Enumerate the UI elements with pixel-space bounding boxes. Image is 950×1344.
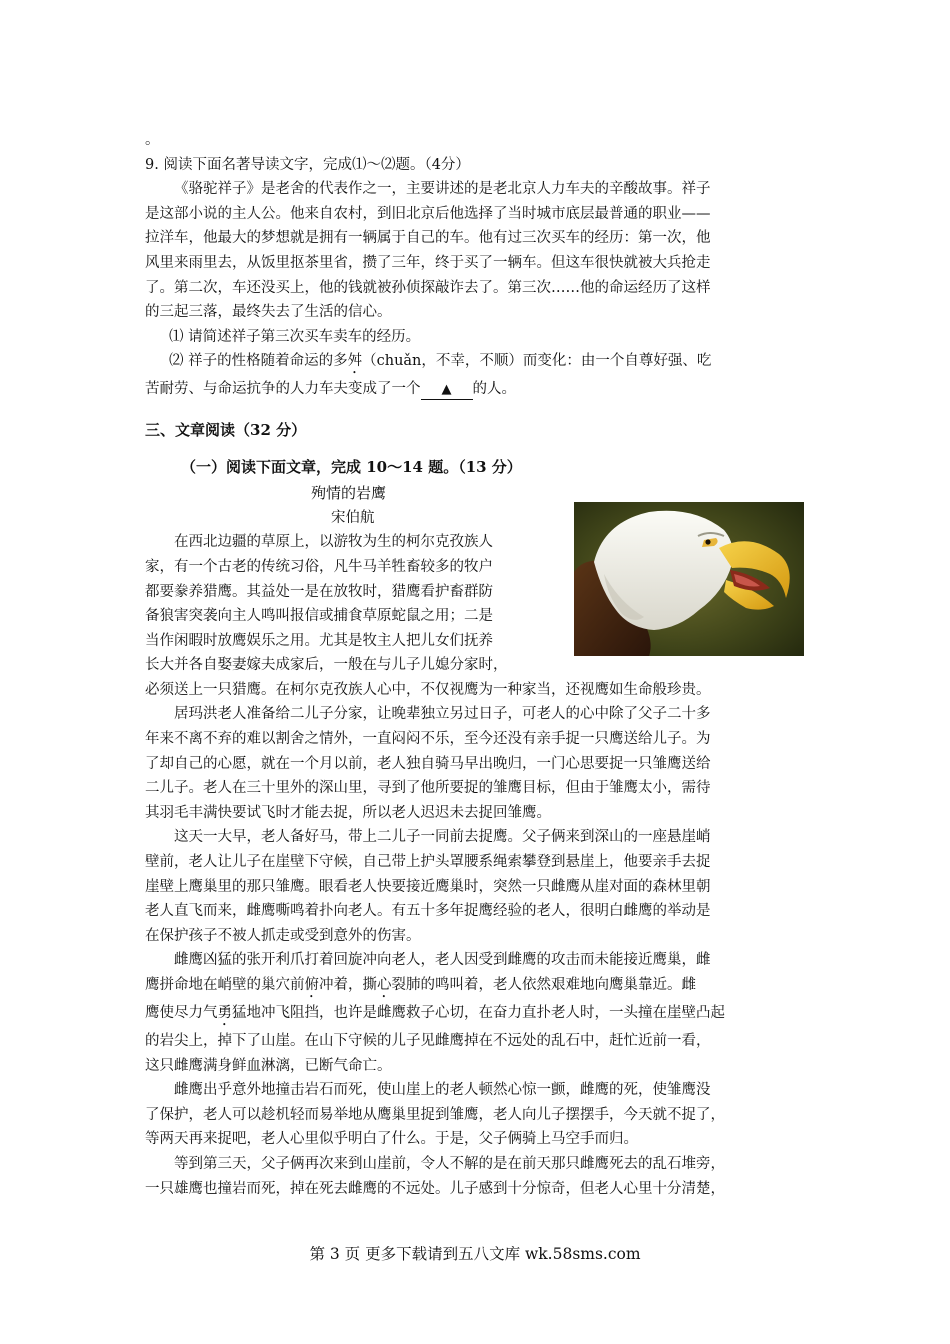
article-line: 备狼害突袭向主人鸣叫报信或捕食草原蛇鼠之用；二是 <box>145 608 493 625</box>
q9-passage-line: 的三起三落，最终失去了生活的信心。 <box>145 304 392 321</box>
q9-sub2-text: 苦耐劳、与命运抗争的人力车夫变成了一个 <box>145 381 421 398</box>
article-line: 在西北边疆的草原上，以游牧为生的柯尔克孜族人 <box>174 534 493 551</box>
article-line <box>145 1001 809 1029</box>
article-line: 了保护，老人可以趁机轻而易举地从鹰巢里捉到雏鹰，老人向儿子摆摆手，今天就不捉了， <box>145 1106 725 1123</box>
page-footer: 第 3 页 更多下载请到五八文库 wk.58sms.com <box>309 1245 641 1263</box>
article-line: 雌鹰出乎意外地撞击岩石而死，使山崖上的老人顿然心惊一颤，雌鹰的死，使雏鹰没 <box>174 1082 711 1099</box>
article-line: 壁前，老人让儿子在崖壁下守候，自己带上护头罩腰系绳索攀登到悬崖上，他要亲手去捉 <box>145 854 711 871</box>
section-3-header: 三、文章阅读（32 分） <box>145 420 307 439</box>
article-line: 这只雌鹰满身鲜血淋漓，已断气命亡。 <box>145 1057 392 1074</box>
article-text: 裂肺的鸣叫着，老人依然艰难地向鹰巢靠近。雌 <box>391 977 696 993</box>
article-line: 年来不离不弃的难以割舍之情外，一直闷闷不乐，至今还没有亲手捉一只鹰送给儿子。为 <box>145 731 711 748</box>
part-1-header: （一）阅读下面文章，完成 10～14 题。（13 分） <box>181 457 522 476</box>
article-line: 雌鹰凶猛的张开利爪打着回旋冲向老人，老人因受到雌鹰的攻击而未能接近鹰巢，雌 <box>174 952 711 969</box>
article-line <box>145 973 809 1001</box>
q9-subquestion-1: ⑴ 请简述祥子第三次买车卖车的经历。 <box>169 328 421 345</box>
q9-passage-line: 风里来雨里去，从饭里抠茶里省，攒了三年，终于买了一辆车。但这车很快就被大兵抢走 <box>145 254 711 271</box>
q9-subquestion-2 <box>145 349 809 377</box>
article-line: 在保护孩子不被人抓走或受到意外的伤害。 <box>145 927 421 944</box>
article-line: 当作闲暇时放鹰娱乐之用。尤其是牧主人把儿女们抚养 <box>145 632 493 649</box>
q9-passage-line: 了。第二次，车还没买上，他的钱就被孙侦探敲诈去了。第三次……他的命运经历了这样 <box>145 279 711 296</box>
emphasis-char: 俯 <box>304 977 319 993</box>
article-line: 的岩尖上，掉下了山崖。在山下守候的儿子见雌鹰掉在不远处的乱石中，赶忙近前一看， <box>145 1033 711 1049</box>
eagle-illustration <box>574 502 804 656</box>
article-line: 都要豢养猎鹰。其益处一是在放牧时，猎鹰看护畜群防 <box>145 583 493 600</box>
q9-sub2-text: 的人。 <box>472 381 516 398</box>
q9-sub2-text: ⑵ 祥子的性格随着命运的多 <box>169 353 348 370</box>
article-line: 这天一大早，老人备好马，带上二儿子一同前去捉鹰。父子俩来到深山的一座悬崖峭 <box>174 829 711 846</box>
article-line: 老人直飞而来，雌鹰嘶鸣着扑向老人。有五十多年捉鹰经验的老人，很明白雌鹰的举动是 <box>145 903 711 920</box>
article-line: 一只雄鹰也撞岩而死，掉在死去雌鹰的不远处。儿子感到十分惊奇，但老人心里十分清楚， <box>145 1180 725 1197</box>
emphasis-char: 心 <box>377 977 392 993</box>
article-text: 鹰使尽力气 <box>145 1005 218 1021</box>
article-line: 必须送上一只猎鹰。在柯尔克孜族人心中，不仅视鹰为一种家当，还视鹰如生命般珍贵。 <box>145 681 711 698</box>
q9-sub2-emphasis: 舛 <box>347 353 363 370</box>
q9-sub2-text: （chuǎn，不幸，不顺）而变化：由一个自尊好强、吃 <box>362 353 712 370</box>
article-line: 长大并各自娶妻嫁夫成家后，一般在与儿子儿媳分家时， <box>145 657 508 674</box>
article-line: 其羽毛丰满快要试飞时才能去捉，所以老人迟迟未去捉回雏鹰。 <box>145 804 551 821</box>
emphasis-char: 勇 <box>217 1005 232 1021</box>
article-line: 居玛洪老人准备给二儿子分家，让晚辈独立另过日子，可老人的心中除了父子二十多 <box>174 706 711 723</box>
page-content <box>145 128 809 1201</box>
q9-passage-line: 拉洋车，他最大的梦想就是拥有一辆属于自己的车。他有过三次买车的经历：第一次，他 <box>145 230 711 247</box>
article-text: 鹰拼命地在峭壁的巢穴前 <box>145 977 305 993</box>
article-line: 等到第三天，父子俩再次来到山崖前，令人不解的是在前天那只雌鹰死去的乱石堆旁， <box>174 1155 725 1172</box>
q9-passage-line: 《骆驼祥子》是老舍的代表作之一，主要讲述的是老北京人力车夫的辛酸故事。祥子 <box>174 181 711 198</box>
article-line: 家，有一个古老的传统习俗，凡牛马羊牲畜较多的牧户 <box>145 558 493 575</box>
article-line: 了却自己的心愿，就在一个月以前，老人独自骑马早出晚归，一门心思要捉一只雏鹰送给 <box>145 755 711 772</box>
article-line: 等两天再来捉吧，老人心里似乎明白了什么。于是，父子俩骑上马空手而归。 <box>145 1131 638 1148</box>
answer-blank: ▲ <box>421 381 473 400</box>
article-text: 冲着，撕 <box>319 977 377 993</box>
article-title: 殉情的岩鹰 <box>311 484 387 503</box>
top-mark: 。 <box>145 132 160 148</box>
article-author: 宋伯航 <box>331 509 375 526</box>
question-9-header: 9. 阅读下面名著导读文字，完成⑴～⑵题。（4分） <box>145 156 470 173</box>
bald-eagle-photo <box>574 502 804 656</box>
q9-subquestion-2-cont <box>145 377 809 402</box>
article-line: 崖壁上鹰巢里的那只雏鹰。眼看老人快要接近鹰巢时，突然一只雌鹰从崖对面的森林里朝 <box>145 878 711 895</box>
article-text: 猛地冲飞阻挡，也许是雌鹰救子心切，在奋力直扑老人时，一头撞在崖壁凸起 <box>232 1005 725 1021</box>
q9-passage-line: 是这部小说的主人公。他来自农村，到旧北京后他选择了当时城市底层最普通的职业—— <box>145 205 711 222</box>
article-line: 二儿子。老人在三十里外的深山里，寻到了他所要捉的雏鹰目标，但由于雏鹰太小，需待 <box>145 780 711 797</box>
